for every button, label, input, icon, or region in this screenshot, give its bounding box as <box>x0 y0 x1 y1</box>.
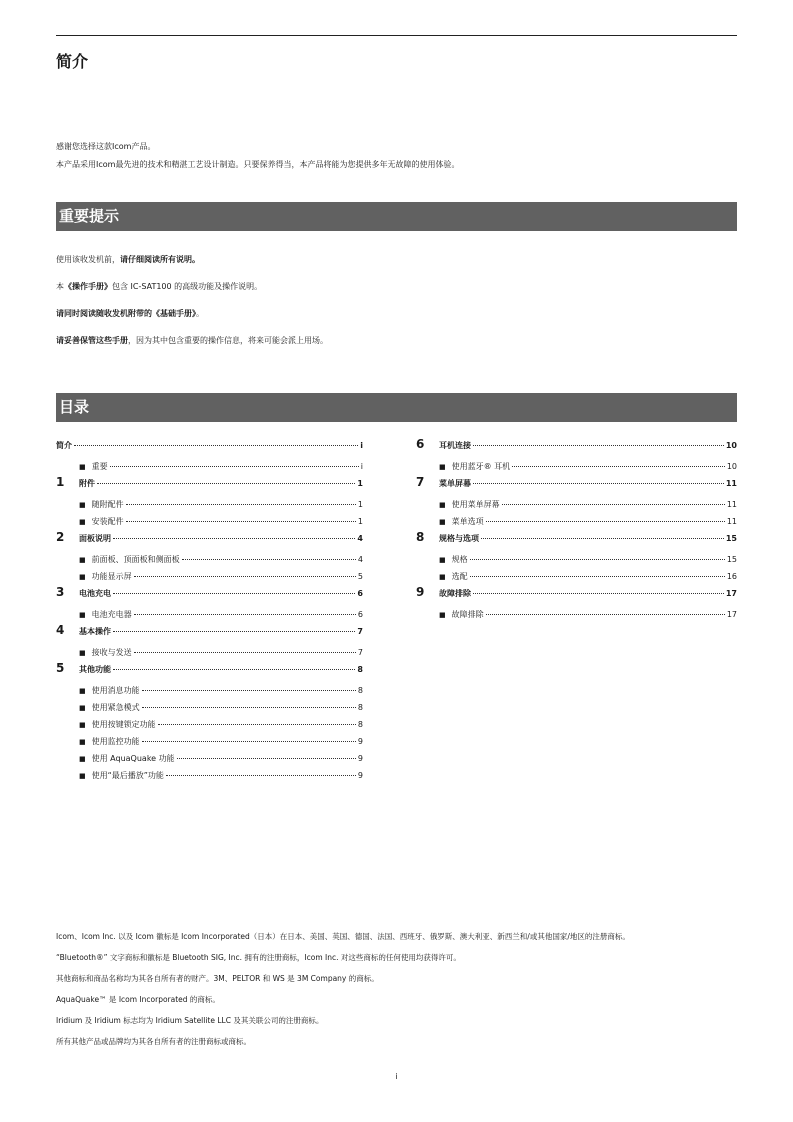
note-read-all: 使用该收发机前，请仔细阅读所有说明。 <box>56 255 200 264</box>
toc-chapter-number: 9 <box>416 585 425 599</box>
intro-line: 感谢您选择这款Icom产品。 <box>56 142 156 151</box>
toc-entry-label: ■ 重要 <box>56 461 108 472</box>
toc-page-number: 8 <box>357 720 363 729</box>
toc-dot-leader <box>126 504 356 505</box>
toc-dot-leader <box>134 652 356 653</box>
toc-entry-label: ■ 使用消息功能 <box>56 685 140 696</box>
toc-page-number: 15 <box>725 534 737 543</box>
toc-page-number: 7 <box>357 648 363 657</box>
toc-dot-leader <box>473 445 724 446</box>
toc-dot-leader <box>142 707 356 708</box>
toc-subentry[interactable] <box>56 685 363 697</box>
top-rule <box>56 35 737 36</box>
trademark-line: Iridium 及 Iridium 标志均为 Iridium Satellite LLC 及其关联公司的注册商标。 <box>56 1016 324 1025</box>
trademark-line: “Bluetooth®” 文字商标和徽标是 Bluetooth SIG, Inc. 拥有的注册商标，Icom Inc. 对这些商标的任何使用均获得许可。 <box>56 953 461 962</box>
toc-page-number: 8 <box>357 703 363 712</box>
toc-dot-leader <box>113 593 355 594</box>
toc-entry[interactable] <box>56 530 363 545</box>
toc-entry[interactable] <box>416 475 737 490</box>
toc-entry-label: 耳机连接 <box>439 441 471 450</box>
toc-chapter-number: 7 <box>416 475 425 489</box>
toc-subentry[interactable] <box>56 647 363 659</box>
toc-dot-leader <box>113 669 355 670</box>
toc-page-number: 6 <box>357 589 363 598</box>
toc-dot-leader <box>473 483 724 484</box>
toc-chapter-number: 4 <box>56 623 65 637</box>
toc-entry-label: 简介 <box>56 441 72 450</box>
note-basic-manual: 请同时阅读随收发机附带的《基础手册》。 <box>56 309 204 318</box>
toc-entry-label: ■ 安装配件 <box>56 516 124 527</box>
toc-dot-leader <box>486 521 725 522</box>
toc-subentry[interactable] <box>56 770 363 782</box>
toc-entry[interactable] <box>56 585 363 600</box>
toc-dot-leader <box>158 724 356 725</box>
toc-chapter-number: 5 <box>56 661 65 675</box>
toc-entry-label: ■ 使用“最后播放”功能 <box>56 770 164 781</box>
trademark-line: AquaQuake™ 是 Icom Incorporated 的商标。 <box>56 995 220 1004</box>
intro-line: 本产品采用Icom最先进的技术和精湛工艺设计制造。只要保养得当，本产品将能为您提供多年无故障的使用体验。 <box>56 160 460 169</box>
toc-dot-leader <box>486 614 725 615</box>
toc-entry-label: ■ 选配 <box>416 571 468 582</box>
toc-subentry[interactable] <box>56 753 363 765</box>
toc-subentry[interactable] <box>56 571 363 583</box>
toc-entry-label: ■ 菜单选项 <box>416 516 484 527</box>
toc-subentry[interactable] <box>56 461 363 473</box>
toc-entry-label: 规格与选项 <box>439 534 479 543</box>
toc-subentry[interactable] <box>56 719 363 731</box>
toc-chapter-number: 8 <box>416 530 425 544</box>
toc-page-number: i <box>360 441 363 450</box>
toc-dot-leader <box>177 758 356 759</box>
toc-subentry[interactable] <box>416 461 737 473</box>
toc-entry-label: ■ 使用 AquaQuake 功能 <box>56 753 175 764</box>
toc-entry-label: 附件 <box>79 479 95 488</box>
toc-page-number: 16 <box>726 572 737 581</box>
toc-dot-leader <box>470 576 725 577</box>
toc-entry-label: ■ 前面板、顶面板和侧面板 <box>56 554 180 565</box>
toc-page-number: 1 <box>357 479 363 488</box>
toc-page-number: 11 <box>725 479 737 488</box>
toc-page-number: 17 <box>725 589 737 598</box>
toc-entry-label: ■ 使用蓝牙® 耳机 <box>416 461 510 472</box>
toc-dot-leader <box>142 690 356 691</box>
toc-page-number: 4 <box>357 555 363 564</box>
toc-entry-label: 基本操作 <box>79 627 111 636</box>
toc-page-number: 5 <box>357 572 363 581</box>
toc-subentry[interactable] <box>416 499 737 511</box>
toc-entry[interactable] <box>416 530 737 545</box>
toc-page-number: 4 <box>357 534 363 543</box>
toc-entry[interactable] <box>56 623 363 638</box>
toc-subentry[interactable] <box>416 609 737 621</box>
toc-subentry[interactable] <box>56 702 363 714</box>
toc-entry-label: ■ 使用紧急模式 <box>56 702 140 713</box>
toc-page-number: 11 <box>726 517 737 526</box>
toc-dot-leader <box>166 775 356 776</box>
toc-page-number: 15 <box>726 555 737 564</box>
toc-chapter-number: 3 <box>56 585 65 599</box>
page-number: i <box>395 1072 398 1081</box>
toc-dot-leader <box>502 504 725 505</box>
toc-dot-leader <box>113 631 355 632</box>
toc-entry[interactable] <box>56 475 363 490</box>
toc-dot-leader <box>134 614 356 615</box>
trademark-line: Icom、Icom Inc. 以及 Icom 徽标是 Icom Incorporated（日本）在日本、美国、英国、德国、法国、西班牙、俄罗斯、澳大利亚、新西兰和/或其他国家/地区的注册商标。 <box>56 932 630 941</box>
intro-text <box>56 138 459 174</box>
toc-page-number: 1 <box>357 517 363 526</box>
toc-dot-leader <box>481 538 724 539</box>
toc-section-bar: 目录 <box>56 393 737 422</box>
toc-entry-label: 电池充电 <box>79 589 111 598</box>
toc-page-number: 9 <box>357 771 363 780</box>
toc-subentry[interactable] <box>416 554 737 566</box>
toc-dot-leader <box>134 576 356 577</box>
toc-entry-label: ■ 规格 <box>416 554 468 565</box>
toc-page-number: 8 <box>357 665 363 674</box>
trademark-line: 所有其他产品或品牌均为其各自所有者的注册商标或商标。 <box>56 1037 251 1046</box>
toc-page-number: 17 <box>726 610 737 619</box>
toc-dot-leader <box>142 741 356 742</box>
toc-dot-leader <box>512 466 725 467</box>
toc-dot-leader <box>113 538 355 539</box>
toc-dot-leader <box>110 466 359 467</box>
toc-page-number: i <box>360 462 363 471</box>
toc-page-number: 9 <box>357 737 363 746</box>
important-section-bar: 重要提示 <box>56 202 737 231</box>
toc-entry[interactable] <box>416 437 737 452</box>
toc-dot-leader <box>126 521 356 522</box>
trademark-line: 其他商标和商品名称均为其各自所有者的财产。3M、PELTOR 和 WS 是 3M Company 的商标。 <box>56 974 379 983</box>
toc-page-number: 11 <box>726 500 737 509</box>
toc-entry-label: ■ 使用按键锁定功能 <box>56 719 156 730</box>
toc-page-number: 9 <box>357 754 363 763</box>
toc-page-number: 6 <box>357 610 363 619</box>
toc-entry-label: ■ 使用监控功能 <box>56 736 140 747</box>
toc-subentry[interactable] <box>56 609 363 621</box>
toc-dot-leader <box>470 559 725 560</box>
toc-chapter-number: 6 <box>416 437 425 451</box>
toc-entry[interactable] <box>56 661 363 676</box>
toc-entry[interactable] <box>416 585 737 600</box>
toc-page-number: 10 <box>726 462 737 471</box>
toc-entry-label: ■ 随附配件 <box>56 499 124 510</box>
note-operating-manual: 本《操作手册》包含 IC-SAT100 的高级功能及操作说明。 <box>56 282 263 291</box>
toc-subentry[interactable] <box>416 571 737 583</box>
toc-entry-label: ■ 功能显示屏 <box>56 571 132 582</box>
toc-dot-leader <box>97 483 355 484</box>
toc-entry-label: ■ 使用菜单屏幕 <box>416 499 500 510</box>
important-notes <box>56 255 328 363</box>
toc-page-number: 7 <box>357 627 363 636</box>
toc-page-number: 10 <box>725 441 737 450</box>
toc-entry-label: 面板说明 <box>79 534 111 543</box>
toc-page-number: 1 <box>357 500 363 509</box>
toc-entry-label: ■ 故障排除 <box>416 609 484 620</box>
toc-subentry[interactable] <box>56 516 363 528</box>
toc-subentry[interactable] <box>56 736 363 748</box>
toc-subentry[interactable] <box>56 554 363 566</box>
toc-entry-label: 其他功能 <box>79 665 111 674</box>
toc-dot-leader <box>182 559 356 560</box>
toc-dot-leader <box>74 445 358 446</box>
toc-subentry[interactable] <box>56 499 363 511</box>
toc-chapter-number: 1 <box>56 475 65 489</box>
trademark-notes <box>56 932 630 1058</box>
toc-entry[interactable] <box>56 440 363 452</box>
toc-subentry[interactable] <box>416 516 737 528</box>
toc-page-number: 8 <box>357 686 363 695</box>
toc-chapter-number: 2 <box>56 530 65 544</box>
note-keep-manuals: 请妥善保管这些手册，因为其中包含重要的操作信息，将来可能会派上用场。 <box>56 336 328 345</box>
toc-entry-label: 菜单屏幕 <box>439 479 471 488</box>
page-title: 简介 <box>56 52 89 71</box>
toc-entry-label: 故障排除 <box>439 589 471 598</box>
toc-entry-label: ■ 电池充电器 <box>56 609 132 620</box>
toc-dot-leader <box>473 593 724 594</box>
toc-entry-label: ■ 接收与发送 <box>56 647 132 658</box>
